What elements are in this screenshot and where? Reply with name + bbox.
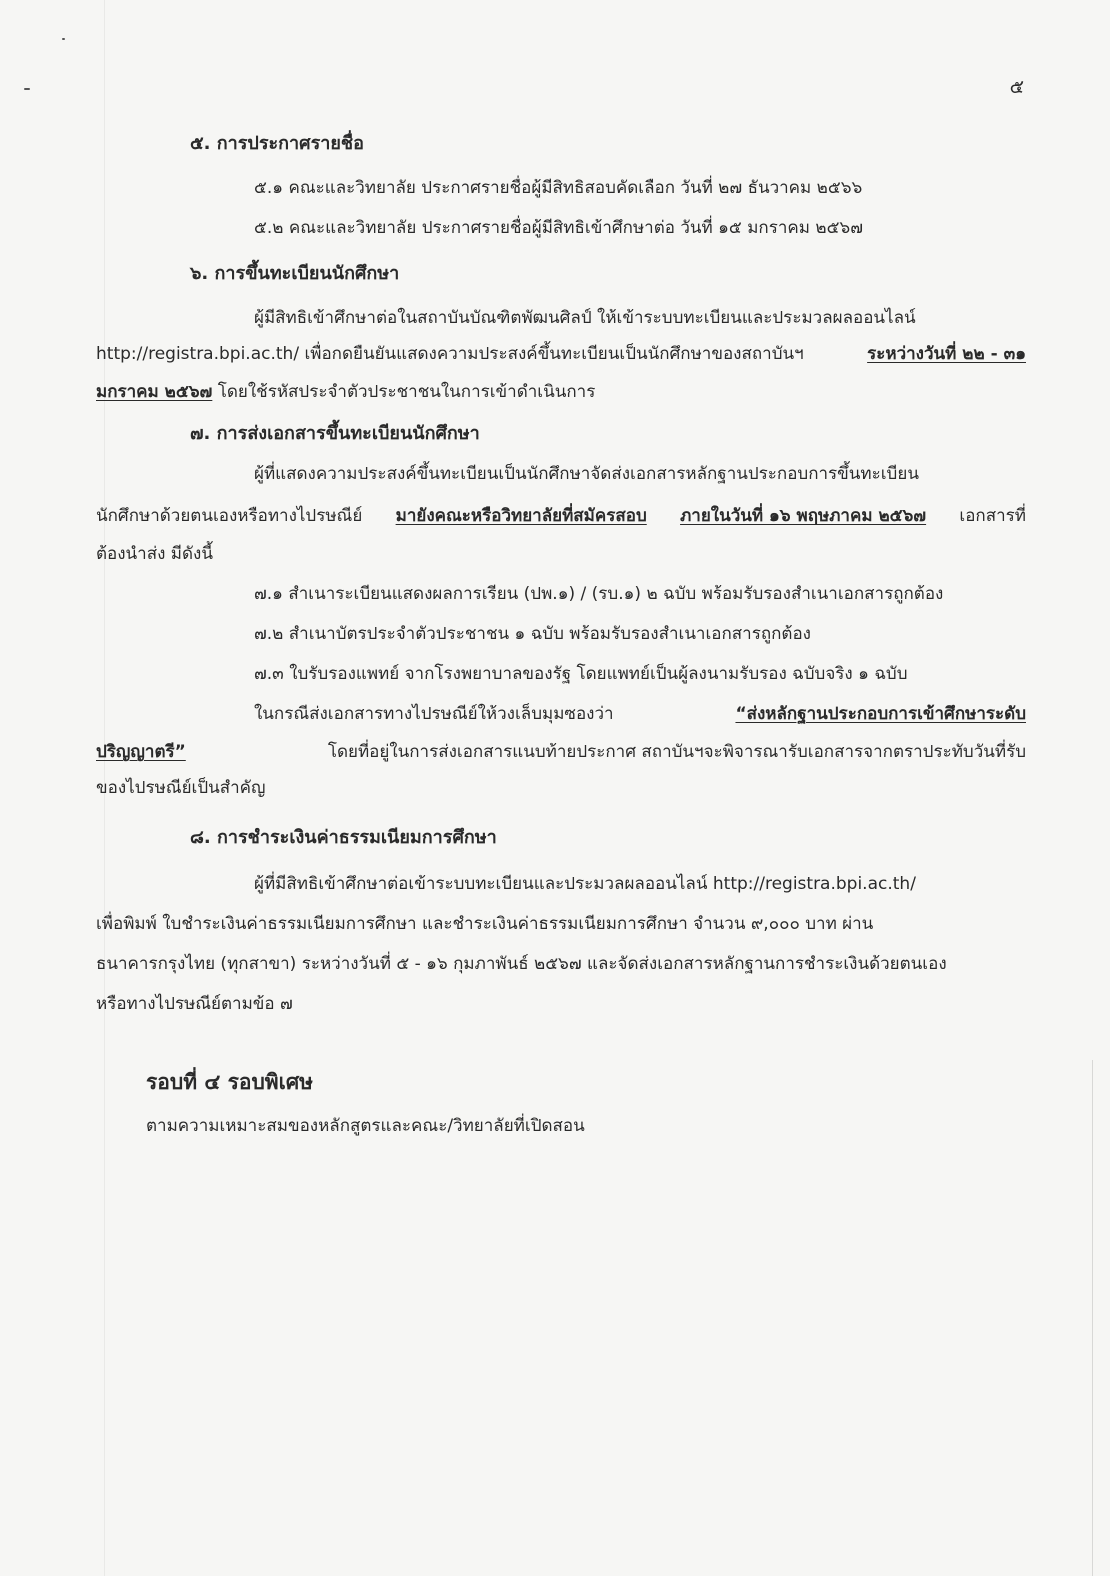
section-6-paragraph-line-1: ผู้มีสิทธิเข้าศึกษาต่อในสถาบันบัณฑิตพัฒนศิลป์ ให้เข้าระบบทะเบียนและประมวลผลออนไลน์ <box>254 308 916 328</box>
envelope-address-note: โดยที่อยู่ในการส่งเอกสารแนบท้ายประกาศ สถาบันฯจะพิจารณารับเอกสารจากตราประทับวันที่รับ <box>327 742 1026 762</box>
section-8-paragraph-line-1: ผู้ที่มีสิทธิเข้าศึกษาต่อเข้าระบบทะเบียนและประมวลผลออนไลน์ http://registra.bpi.ac.th/ <box>254 874 916 894</box>
section-7-envelope-line-2 <box>96 740 1026 764</box>
section-5-item-1: ๕.๑ คณะและวิทยาลัย ประกาศรายชื่อผู้มีสิทธิสอบคัดเลือก วันที่ ๒๗ ธันวาคม ๒๕๖๖ <box>254 178 863 198</box>
registration-url-text: http://registra.bpi.ac.th/ เพื่อกดยืนยันแสดงความประสงค์ขึ้นทะเบียนเป็นนักศึกษาของสถาบันฯ <box>96 344 804 364</box>
section-6-heading: ๖. การขึ้นทะเบียนนักศึกษา <box>190 263 400 284</box>
registration-id-note: โดยใช้รหัสประจำตัวประชาชนในการเข้าดำเนินการ <box>212 382 596 402</box>
documents-text: เอกสารที่ <box>959 506 1026 526</box>
section-7-item-3: ๗.๓ ใบรับรองแพทย์ จากโรงพยาบาลของรัฐ โดยแพทย์เป็นผู้ลงนามรับรอง ฉบับจริง ๑ ฉบับ <box>254 664 908 684</box>
scan-artifact-dot <box>24 88 30 90</box>
section-8-heading: ๘. การชำระเงินค่าธรรมเนียมการศึกษา <box>190 827 497 848</box>
registration-date-month: มกราคม ๒๕๖๗ <box>96 382 213 402</box>
envelope-label-part-2: ปริญญาตรี” <box>96 742 186 762</box>
round-4-heading: รอบที่ ๔ รอบพิเศษ <box>146 1070 313 1094</box>
delivery-method-text: นักศึกษาด้วยตนเองหรือทางไปรษณีย์ <box>96 506 363 526</box>
delivery-destination: มายังคณะหรือวิทยาลัยที่สมัครสอบ <box>395 506 647 526</box>
section-7-envelope-line-1 <box>254 702 1026 726</box>
scan-artifact-dot <box>62 38 65 40</box>
round-4-text: ตามความเหมาะสมของหลักสูตรและคณะ/วิทยาลัยที่เปิดสอน <box>146 1116 585 1136</box>
page-number: ๕ <box>1009 76 1024 98</box>
envelope-label-part-1: “ส่งหลักฐานประกอบการเข้าศึกษาระดับ <box>735 704 1026 724</box>
section-7-item-1: ๗.๑ สำเนาระเบียนแสดงผลการเรียน (ปพ.๑) / (รบ.๑) ๒ ฉบับ พร้อมรับรองสำเนาเอกสารถูกต้อง <box>254 584 944 604</box>
section-8-paragraph-line-4: หรือทางไปรษณีย์ตามข้อ ๗ <box>96 994 293 1014</box>
section-7-paragraph-line-1: ผู้ที่แสดงความประสงค์ขึ้นทะเบียนเป็นนักศึกษาจัดส่งเอกสารหลักฐานประกอบการขึ้นทะเบียน <box>254 464 919 484</box>
section-5-item-2: ๕.๒ คณะและวิทยาลัย ประกาศรายชื่อผู้มีสิทธิเข้าศึกษาต่อ วันที่ ๑๕ มกราคม ๒๕๖๗ <box>254 218 864 238</box>
section-6-paragraph-line-2 <box>96 342 1026 366</box>
section-8-paragraph-line-3: ธนาคารกรุงไทย (ทุกสาขา) ระหว่างวันที่ ๕ - ๑๖ กุมภาพันธ์ ๒๕๖๗ และจัดส่งเอกสารหลักฐานการชำระเงินด้วยตนเอง <box>96 954 947 974</box>
section-7-item-2: ๗.๒ สำเนาบัตรประจำตัวประชาชน ๑ ฉบับ พร้อมรับรองสำเนาเอกสารถูกต้อง <box>254 624 811 644</box>
section-6-paragraph-line-3 <box>96 380 595 404</box>
registration-date-range: ระหว่างวันที่ ๒๒ - ๓๑ <box>867 344 1026 364</box>
section-5-heading: ๕. การประกาศรายชื่อ <box>190 133 364 154</box>
section-7-paragraph-line-2 <box>96 504 1026 528</box>
section-8-paragraph-line-2: เพื่อพิมพ์ ใบชำระเงินค่าธรรมเนียมการศึกษา และชำระเงินค่าธรรมเนียมการศึกษา จำนวน ๙,๐๐๐ บาท ผ่าน <box>96 914 874 934</box>
delivery-deadline: ภายในวันที่ ๑๖ พฤษภาคม ๒๕๖๗ <box>680 506 927 526</box>
envelope-instruction: ในกรณีส่งเอกสารทางไปรษณีย์ให้วงเล็บมุมซองว่า <box>254 704 614 724</box>
section-7-heading: ๗. การส่งเอกสารขึ้นทะเบียนนักศึกษา <box>190 423 480 444</box>
section-7-paragraph-line-3: ต้องนำส่ง มีดังนี้ <box>96 544 213 564</box>
scan-artifact-line <box>1092 1060 1093 1576</box>
section-7-envelope-line-3: ของไปรษณีย์เป็นสำคัญ <box>96 778 266 798</box>
